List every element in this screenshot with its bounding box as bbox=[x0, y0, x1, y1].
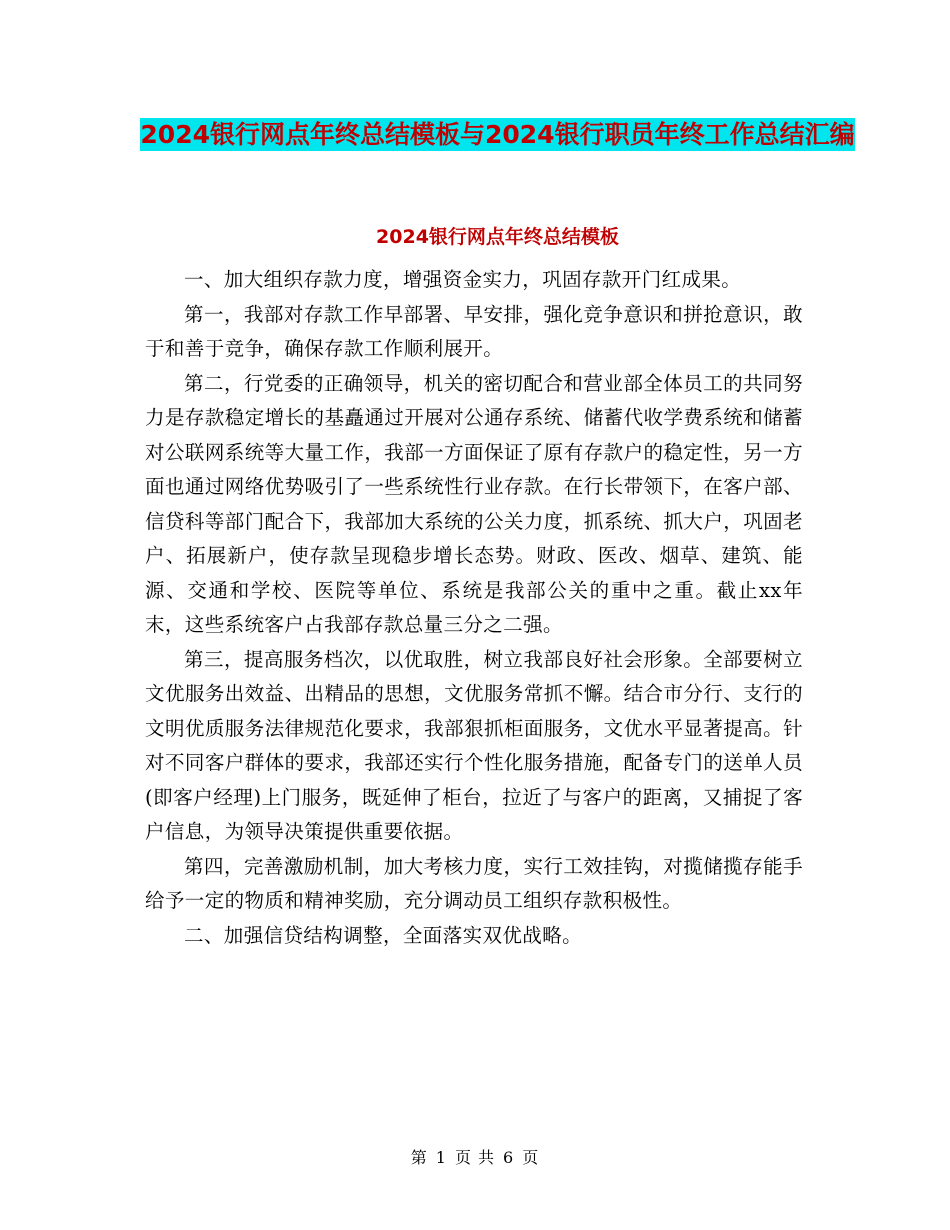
total-pages-number: 6 bbox=[503, 1148, 515, 1167]
paragraph: 二、加强信贷结构调整，全面落实双优战略。 bbox=[184, 923, 583, 947]
document-title bbox=[140, 112, 855, 157]
document-title-text: 2024银行网点年终总结模板与2024银行职员年终工作总结汇编 bbox=[140, 120, 855, 149]
paragraph: 第三，提高服务档次，以优取胜，树立我部良好社会形象。全部要树立文优服务出效益、出精品的思想，文优服务常抓不懈。结合市分行、支行的文明优质服务法律规范化要求，我部狠抓柜面服务，文优水平显著提高。针对不同客户群体的要求，我部还实行个性化服务措施，配备专门的送单人员(即客户经理)上门服务，既延伸了柜台，拉近了与客户的距离，又捕捉了客户信息，为领导决策提供重要依据。 bbox=[145, 647, 803, 843]
paragraph: 一、加大组织存款力度，增强资金实力，巩固存款开门红成果。 bbox=[184, 268, 742, 291]
section-title: 2024银行网点年终总结模板 bbox=[376, 226, 619, 248]
footer-prefix: 第 bbox=[410, 1148, 428, 1167]
paragraph: 第二，行党委的正确领导，机关的密切配合和营业部全体员工的共同努力是存款稳定增长的基矗通过开展对公通存系统、储蓄代收学费系统和储蓄对公联网系统等大量工作，我部一方面保证了原有存款户的稳定性，另一方面也通过网络优势吸引了一些系统性行业存款。在行长带领下，在客户部、信贷科等部门配合下，我部加大系统的公关力度，抓系统、抓大户，巩固老户、拓展新户，使存款呈现稳步增长态势。财政、医改、烟草、建筑、能源、交通和学校、医院等单位、系统是我部公关的重中之重。截止xx年末，这些系统客户占我部存款总量三分之二强。 bbox=[145, 371, 803, 636]
current-page-number: 1 bbox=[435, 1148, 447, 1167]
paragraph: 第一，我部对存款工作早部署、早安排，强化竞争意识和拼抢意识，敢于和善于竞争，确保存款工作顺利展开。 bbox=[145, 302, 803, 360]
page-footer bbox=[0, 1148, 950, 1168]
footer-middle: 页 共 bbox=[454, 1148, 496, 1167]
body-text bbox=[145, 263, 803, 953]
footer-suffix: 页 bbox=[522, 1148, 540, 1167]
paragraph: 第四，完善激励机制，加大考核力度，实行工效挂钩，对揽储揽存能手给予一定的物质和精神奖励，充分调动员工组织存款积极性。 bbox=[145, 854, 803, 912]
